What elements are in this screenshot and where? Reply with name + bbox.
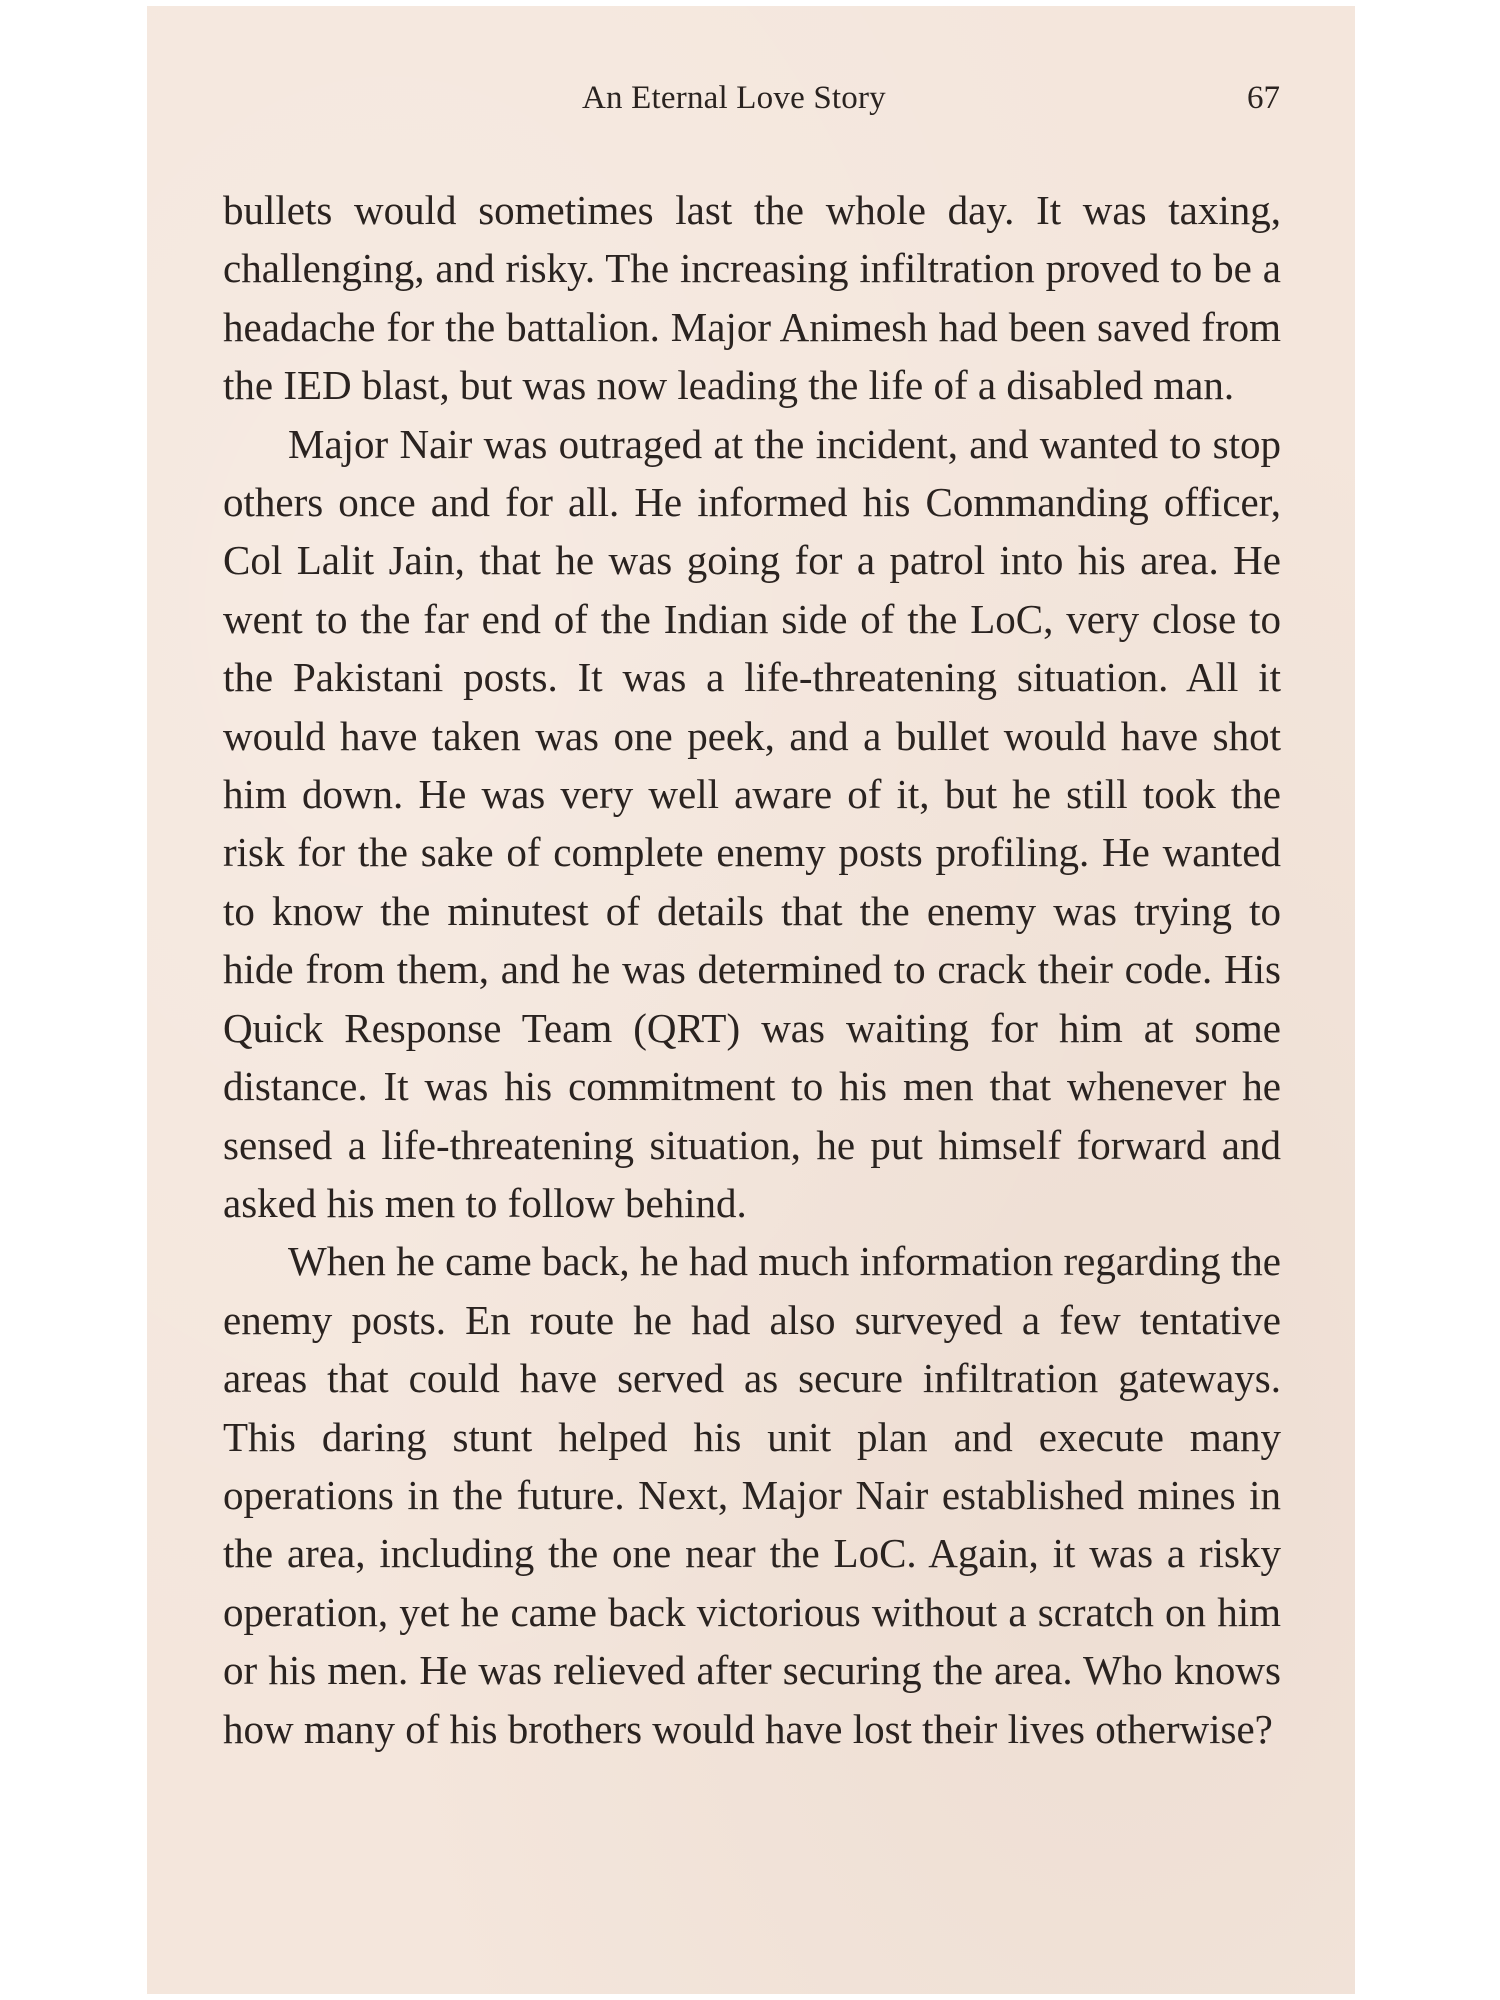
body-text xyxy=(223,181,1281,1758)
paragraph-2: Major Nair was outraged at the incident, and wanted to stop others once and for all. He informed his Commanding officer, Col Lalit Jain, that he was going for a patrol into his area. He went to the far end of the Indian side of the LoC, very close to the Pakistani posts. It was a life-threatening situation. All it would have taken was one peek, and a bullet would have shot him down. He was very well aware of it, but he still took the risk for the sake of complete enemy posts profiling. He wanted to know the minutest of details that the enemy was trying to hide from them, and he was determined to crack their code. His Quick Response Team (QRT) was waiting for him at some distance. It was his commitment to his men that whenever he sensed a life-threatening situation, he put himself forward and asked his men to follow behind. xyxy=(223,420,1281,1226)
running-header xyxy=(147,80,1355,130)
header-book-title: An Eternal Love Story xyxy=(582,80,886,116)
paragraph-1: bullets would sometimes last the whole day. It was taxing, challenging, and risky. The increasing infiltration proved to be a headache for the battalion. Major Animesh had been saved from the IED blast, but was now leading the life of a disabled man. xyxy=(223,187,1281,409)
paragraph-3: When he came back, he had much information regarding the enemy posts. En route he had also surveyed a few tentative areas that could have served as secure infiltration gateways. This daring stunt helped his unit plan and execute many operations in the future. Next, Major Nair established mines in the area, including the one near the LoC. Again, it was a risky operation, yet he came back victorious without a scratch on him or his men. He was relieved after securing the area. Who knows how many of his brothers would have lost their lives otherwise? xyxy=(223,1238,1281,1752)
book-page xyxy=(147,6,1355,1994)
page-number: 67 xyxy=(1247,80,1280,116)
